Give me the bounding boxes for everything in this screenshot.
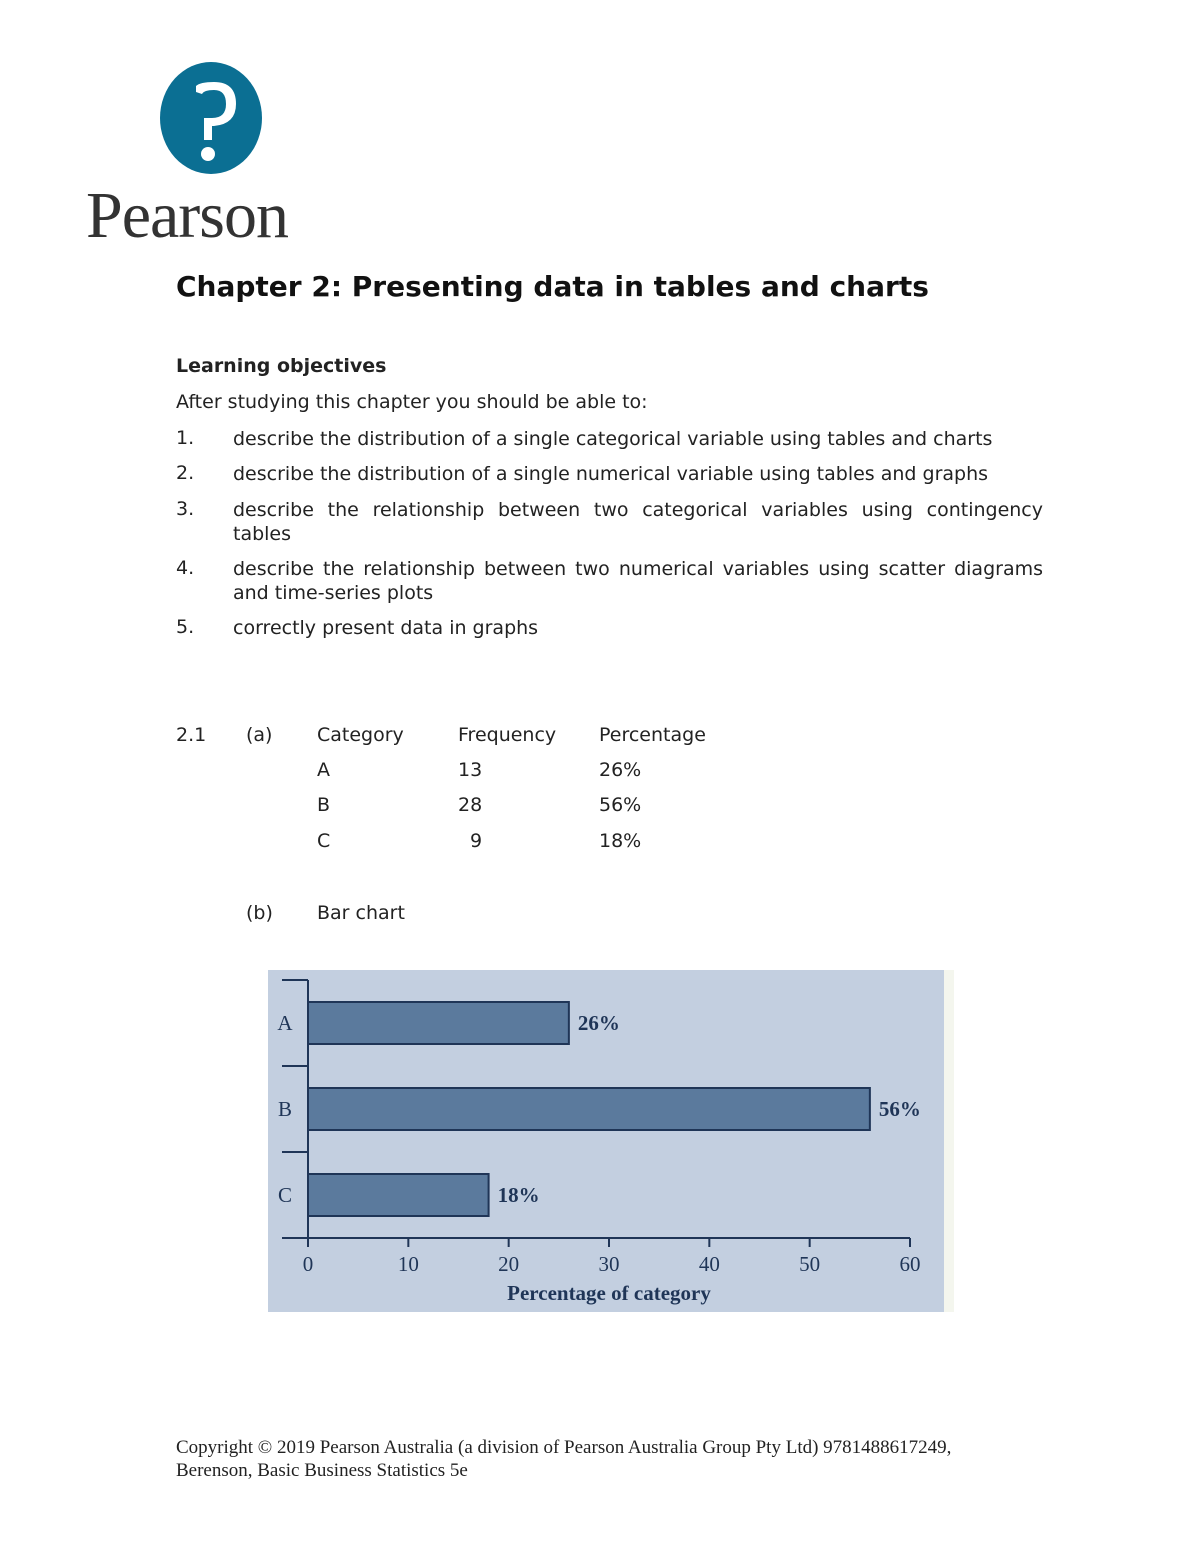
table-cell-percentage: 18% [599, 830, 642, 852]
pearson-logo [86, 60, 346, 250]
category-label: C [277, 1183, 293, 1207]
citation-line: Berenson, Basic Business Statistics 5e [176, 1460, 468, 1481]
bar-a [308, 1002, 569, 1044]
part-a-label: (a) [246, 724, 273, 746]
part-b-title: Bar chart [317, 902, 405, 924]
bar-chart [268, 970, 954, 1312]
table-header-frequency: Frequency [458, 724, 557, 746]
objective-text: correctly present data in graphs [233, 617, 539, 639]
objectives-intro: After studying this chapter you should be able to: [176, 391, 648, 413]
copyright-line: Copyright © 2019 Pearson Australia (a division of Pearson Australia Group Pty Ltd) 9781488617249, [176, 1437, 952, 1458]
table-header-percentage: Percentage [599, 724, 706, 746]
exercise-number: 2.1 [176, 724, 207, 746]
bar-b [308, 1088, 870, 1130]
x-tick-label: 30 [598, 1252, 620, 1276]
table-header-category: Category [317, 724, 404, 746]
objective-number: 3. [176, 498, 195, 520]
objectives-heading: Learning objectives [176, 355, 387, 377]
x-tick-label: 0 [302, 1252, 314, 1276]
bar-chart-svg [268, 970, 954, 1312]
x-axis-title: Percentage of category [507, 1281, 711, 1305]
objective-text-line: describe the relationship between two categorical variables using contingency [233, 499, 1043, 521]
copyright-footer [176, 1436, 951, 1482]
objective-text: describe the distribution of a single numerical variable using tables and graphs [233, 463, 989, 485]
pearson-logo-mark [160, 62, 262, 174]
table-cell-percentage: 56% [599, 794, 642, 816]
pearson-wordmark: Pearson [86, 179, 288, 252]
chart-right-edge [944, 970, 954, 1312]
table-cell-percentage: 26% [599, 759, 642, 781]
table-cell-category: A [317, 759, 330, 781]
objective-text-line: tables [233, 523, 292, 545]
x-tick-label: 20 [498, 1252, 520, 1276]
data-label: 56% [878, 1097, 921, 1121]
objective-number: 1. [176, 427, 195, 449]
category-label: A [277, 1011, 293, 1035]
objective-text-line: describe the relationship between two numerical variables using scatter diagrams [233, 558, 1043, 580]
x-tick-label: 40 [698, 1252, 720, 1276]
x-tick-label: 10 [397, 1252, 419, 1276]
objective-number: 2. [176, 462, 195, 484]
table-cell-frequency: 9 [470, 830, 483, 852]
objective-number: 4. [176, 557, 195, 579]
part-b-label: (b) [246, 902, 273, 924]
objective-number: 5. [176, 616, 195, 638]
objective-text: describe the distribution of a single categorical variable using tables and charts [233, 428, 993, 450]
data-label: 26% [577, 1011, 620, 1035]
bar-c [308, 1174, 489, 1216]
table-cell-frequency: 13 [458, 759, 483, 781]
chapter-title: Chapter 2: Presenting data in tables and charts [176, 270, 929, 303]
data-label: 18% [497, 1183, 540, 1207]
x-tick-label: 50 [799, 1252, 821, 1276]
table-cell-category: C [317, 830, 331, 852]
category-label: B [277, 1097, 293, 1121]
x-tick-label: 60 [899, 1252, 921, 1276]
table-cell-frequency: 28 [458, 794, 483, 816]
objective-text-line: and time-series plots [233, 582, 434, 604]
table-cell-category: B [317, 794, 331, 816]
